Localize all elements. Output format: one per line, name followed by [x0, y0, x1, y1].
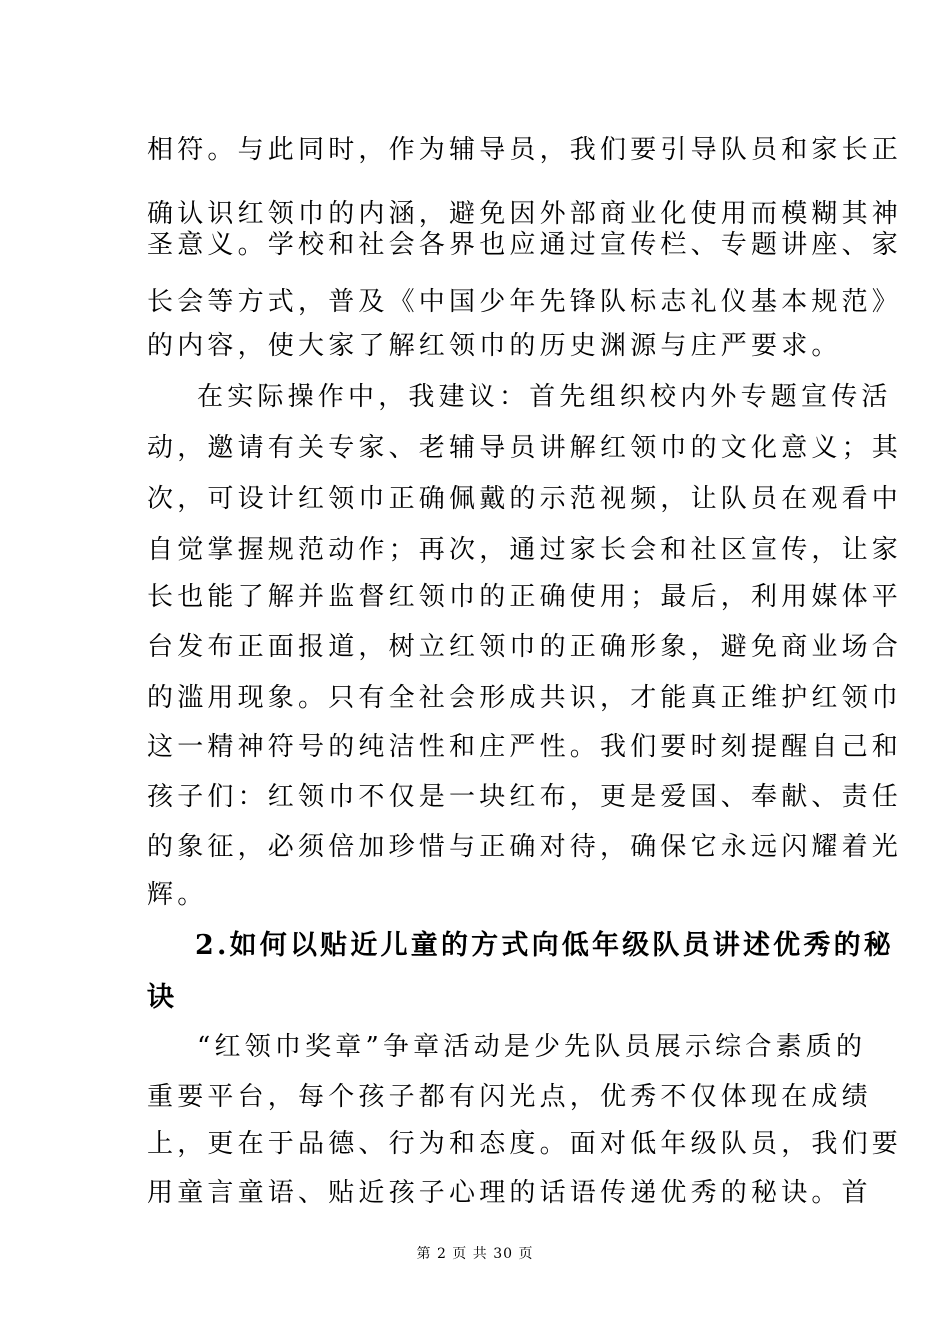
- paragraph-2-line-4: 自觉掌握规范动作；再次，通过家长会和社区宣传，让家: [147, 535, 903, 565]
- paragraph-3-line-2: 重要平台，每个孩子都有闪光点，优秀不仅体现在成绩: [147, 1082, 872, 1112]
- section-heading-line-2: 诀: [147, 982, 178, 1013]
- paragraph-2-line-2: 动，邀请有关专家、老辅导员讲解红领巾的文化意义；其: [147, 433, 903, 463]
- paragraph-2-line-3: 次，可设计红领巾正确佩戴的示范视频，让队员在观看中: [147, 484, 903, 514]
- paragraph-2-line-6: 台发布正面报道，树立红领巾的正确形象，避免商业场合: [147, 632, 903, 662]
- paragraph-3-line-1: “红领巾奖章”争章活动是少先队员展示综合素质的: [197, 1032, 867, 1062]
- paragraph-2-line-11: 辉。: [147, 880, 208, 910]
- section-heading-line-1: 2.如何以贴近儿童的方式向低年级队员讲述优秀的秘: [195, 930, 894, 961]
- paragraph-1-line-3: 圣意义。学校和社会各界也应通过宣传栏、专题讲座、家: [147, 230, 903, 260]
- page-number-footer: 第 2 页 共 30 页: [416, 1246, 534, 1262]
- paragraph-2-line-8: 这一精神符号的纯洁性和庄严性。我们要时刻提醒自己和: [147, 732, 903, 762]
- paragraph-1-line-5: 的内容，使大家了解红领巾的历史渊源与庄严要求。: [147, 331, 842, 361]
- paragraph-2-line-7: 的滥用现象。只有全社会形成共识，才能真正维护红领巾: [147, 683, 903, 713]
- paragraph-1-line-1: 相符。与此同时，作为辅导员，我们要引导队员和家长正: [147, 135, 903, 165]
- paragraph-1-line-2: 确认识红领巾的内涵，避免因外部商业化使用而模糊其神: [147, 199, 903, 229]
- paragraph-2-line-5: 长也能了解并监督红领巾的正确使用；最后，利用媒体平: [147, 582, 903, 612]
- paragraph-2-line-9: 孩子们：红领巾不仅是一块红布，更是爱国、奉献、责任: [147, 782, 903, 812]
- paragraph-3-line-4: 用童言童语、贴近孩子心理的话语传递优秀的秘诀。首: [147, 1178, 872, 1208]
- paragraph-1-line-4: 长会等方式，普及《中国少年先锋队标志礼仪基本规范》: [147, 287, 903, 317]
- paragraph-2-line-10: 的象征，必须倍加珍惜与正确对待，确保它永远闪耀着光: [147, 832, 903, 862]
- paragraph-3-line-3: 上，更在于品德、行为和态度。面对低年级队员，我们要: [147, 1129, 903, 1159]
- paragraph-2-line-1: 在实际操作中，我建议：首先组织校内外专题宣传活: [197, 382, 892, 412]
